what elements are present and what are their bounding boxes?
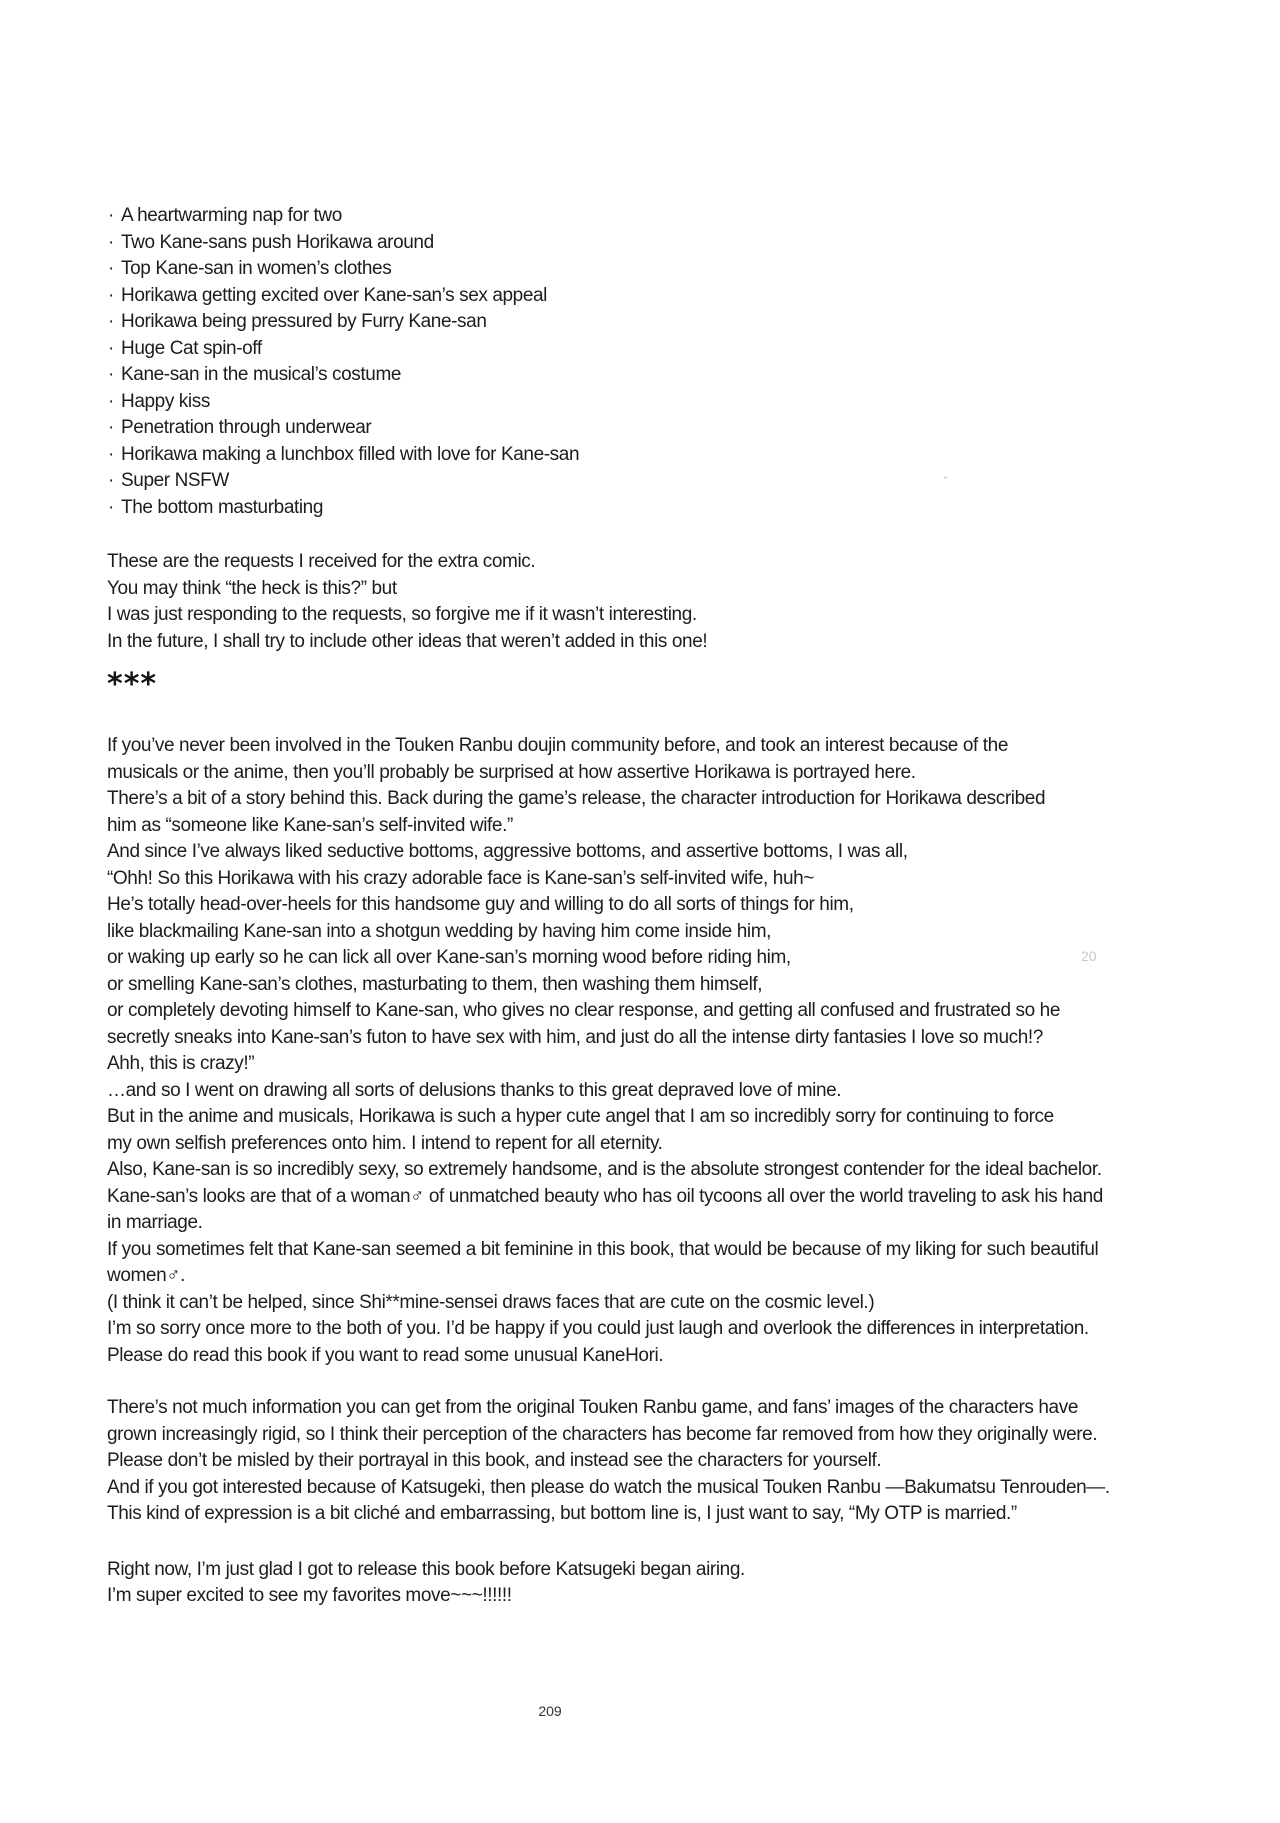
main-line: I’m so sorry once more to the both of you. I’d be happy if you could just laugh and overlook the differences in interpretation.: [107, 1318, 1089, 1339]
main-paragraph: [107, 733, 1267, 1369]
main-line: or completely devoting himself to Kane-san, who gives no clear response, and getting all confused and frustrated so he: [107, 1000, 1061, 1021]
main-line: or waking up early so he can lick all over Kane-san’s morning wood before riding him,: [107, 947, 791, 968]
request-list: [107, 203, 1267, 521]
community-line: There’s not much information you can get from the original Touken Ranbu game, and fans’ images of the characters have: [107, 1397, 1078, 1418]
request-list-item: · A heartwarming nap for two: [107, 203, 1267, 230]
main-line: musicals or the anime, then you’ll probably be surprised at how assertive Horikawa is portrayed here.: [107, 761, 916, 783]
closing-line: Right now, I’m just glad I got to release this book before Katsugeki began airing.: [107, 1558, 745, 1580]
section-divider: ***: [107, 667, 158, 702]
main-line: women♂.: [107, 1265, 185, 1286]
request-list-item: · Two Kane-sans push Horikawa around: [107, 230, 1267, 257]
margin-artifact-text: 20: [1081, 948, 1097, 964]
community-line: This kind of expression is a bit cliché and embarrassing, but bottom line is, I just want to say, “My OTP is married.”: [107, 1503, 1017, 1524]
closing-line: I’m super excited to see my favorites move~~~!!!!!!: [107, 1585, 512, 1606]
main-line: There’s a bit of a story behind this. Back during the game’s release, the character introduction for Horikawa described: [107, 788, 1046, 809]
ink-speck: [944, 476, 947, 479]
request-list-item: · Huge Cat spin-off: [107, 336, 1267, 363]
request-list-item: · Horikawa being pressured by Furry Kane-san: [107, 309, 1267, 336]
intro-paragraph: [107, 549, 1267, 655]
request-list-item: · Happy kiss: [107, 389, 1267, 416]
main-line: And since I’ve always liked seductive bottoms, aggressive bottoms, and assertive bottoms, I was all,: [107, 841, 908, 862]
intro-line: You may think “the heck is this?” but: [107, 577, 397, 599]
community-line: grown increasingly rigid, so I think their perception of the characters has become far removed from how they originally were.: [107, 1423, 1098, 1445]
main-line: But in the anime and musicals, Horikawa is such a hyper cute angel that I am so incredibly sorry for continuing to force: [107, 1106, 1054, 1127]
main-line: Kane-san’s looks are that of a woman♂ of unmatched beauty who has oil tycoons all over the world traveling to ask his hand: [107, 1185, 1103, 1207]
community-line: And if you got interested because of Katsugeki, then please do watch the musical Touken Ranbu —Bakumatsu Tenrouden—.: [107, 1476, 1110, 1498]
page-number: 209: [538, 1703, 562, 1719]
main-line: him as “someone like Kane-san’s self-invited wife.”: [107, 814, 513, 836]
main-line: If you’ve never been involved in the Touken Ranbu doujin community before, and took an interest because of the: [107, 735, 1008, 756]
request-list-item: · Kane-san in the musical’s costume: [107, 362, 1267, 389]
main-line: (I think it can’t be helped, since Shi**mine-sensei draws faces that are cute on the cosmic level.): [107, 1291, 875, 1313]
intro-line: These are the requests I received for the extra comic.: [107, 551, 536, 572]
request-list-item: · The bottom masturbating: [107, 495, 1267, 522]
intro-line: In the future, I shall try to include other ideas that weren’t added in this one!: [107, 630, 708, 652]
main-line: …and so I went on drawing all sorts of delusions thanks to this great depraved love of mine.: [107, 1079, 842, 1101]
main-line: “Ohh! So this Horikawa with his crazy adorable face is Kane-san’s self-invited wife, huh~: [107, 867, 814, 889]
main-line: my own selfish preferences onto him. I intend to repent for all eternity.: [107, 1132, 663, 1154]
afterword-content: [107, 203, 1267, 1610]
main-line: Please do read this book if you want to read some unusual KaneHori.: [107, 1344, 664, 1366]
main-line: secretly sneaks into Kane-san’s futon to have sex with him, and just do all the intense dirty fantasies I love so much!?: [107, 1026, 1043, 1048]
intro-line: I was just responding to the requests, so forgive me if it wasn’t interesting.: [107, 604, 697, 625]
main-line: He’s totally head-over-heels for this handsome guy and willing to do all sorts of things for him,: [107, 894, 854, 915]
main-line: in marriage.: [107, 1212, 203, 1233]
request-list-item: · Super NSFW: [107, 468, 1267, 495]
main-line: or smelling Kane-san’s clothes, masturbating to them, then washing them himself,: [107, 973, 763, 995]
request-list-item: · Horikawa getting excited over Kane-san’s sex appeal: [107, 283, 1267, 310]
request-list-item: · Horikawa making a lunchbox filled with love for Kane-san: [107, 442, 1267, 469]
main-line: If you sometimes felt that Kane-san seemed a bit feminine in this book, that would be because of my liking for such beautiful: [107, 1238, 1099, 1260]
closing-paragraph: [107, 1557, 1267, 1610]
main-line: like blackmailing Kane-san into a shotgun wedding by having him come inside him,: [107, 920, 771, 942]
request-list-item: · Penetration through underwear: [107, 415, 1267, 442]
main-line: Also, Kane-san is so incredibly sexy, so extremely handsome, and is the absolute strongest contender for the ideal bachelor.: [107, 1159, 1102, 1180]
community-line: Please don’t be misled by their portrayal in this book, and instead see the characters for yourself.: [107, 1450, 882, 1471]
community-paragraph: [107, 1395, 1267, 1528]
request-list-item: · Top Kane-san in women’s clothes: [107, 256, 1267, 283]
main-line: Ahh, this is crazy!”: [107, 1053, 255, 1074]
